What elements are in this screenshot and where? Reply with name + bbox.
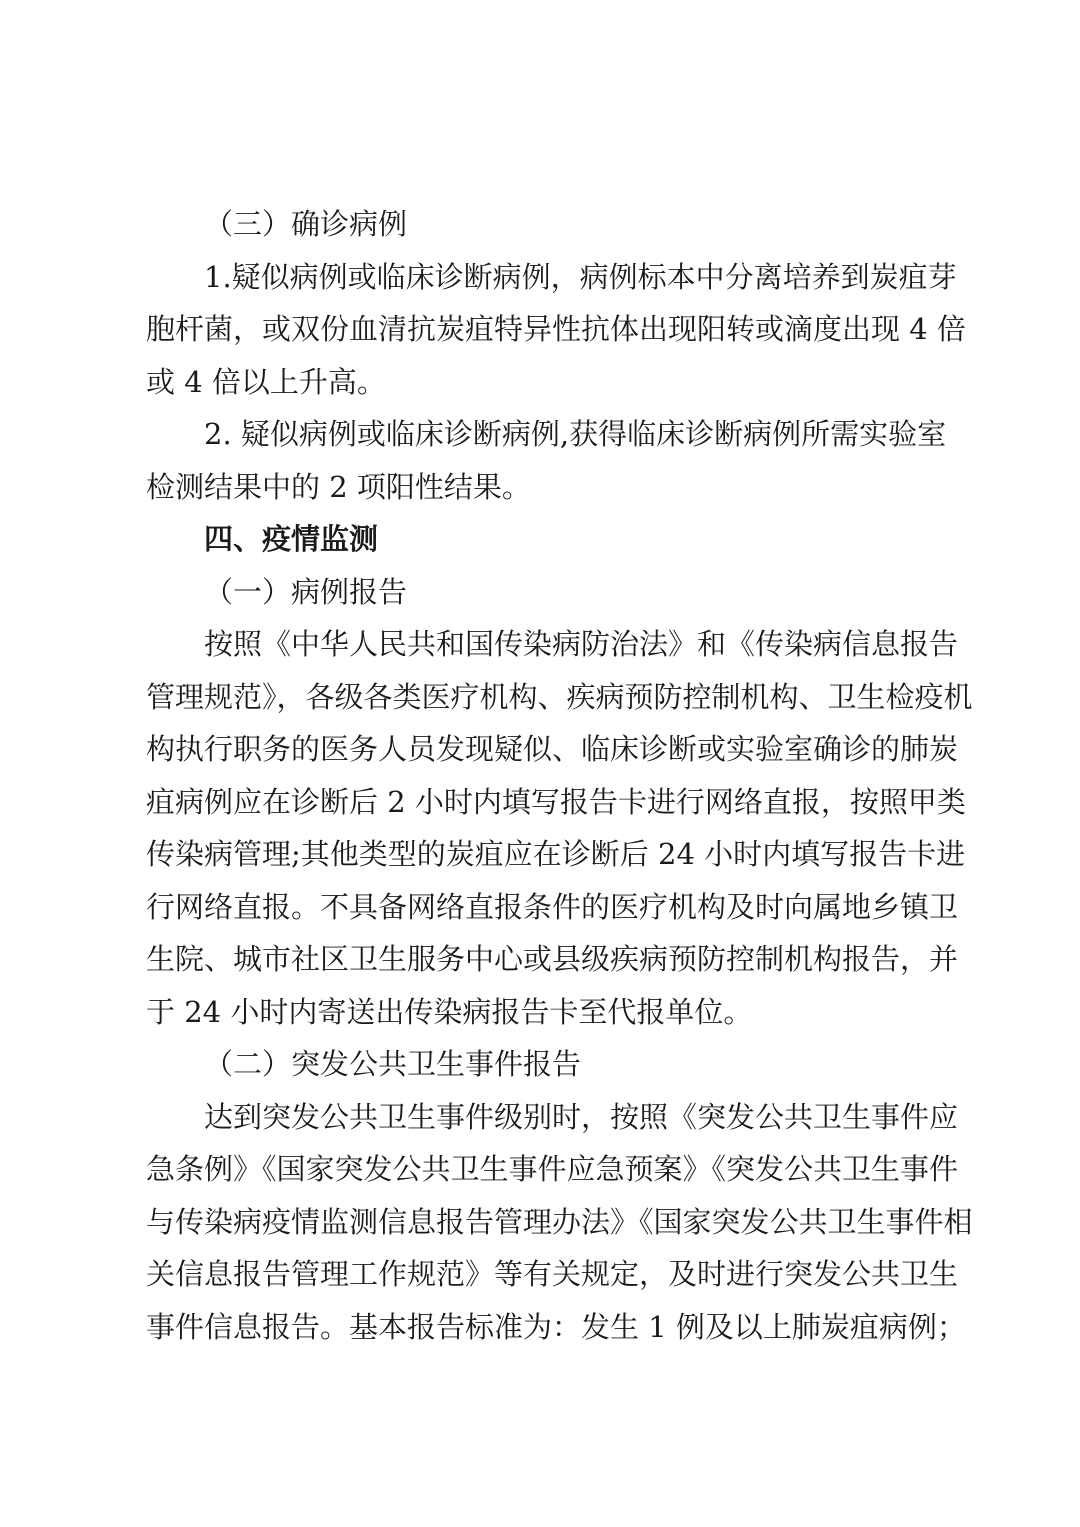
paragraph-line: 与传染病疫情监测信息报告管理办法》《国家突发公共卫生事件相 bbox=[146, 1204, 973, 1239]
paragraph-line: 事件信息报告。基本报告标准为：发生 1 例及以上肺炭疽病例； bbox=[146, 1309, 966, 1344]
paragraph-line: 达到突发公共卫生事件级别时，按照《突发公共卫生事件应 bbox=[204, 1099, 959, 1134]
paragraph-line: 检测结果中的 2 项阳性结果。 bbox=[146, 469, 531, 504]
paragraph-line: 1.疑似病例或临床诊断病例，病例标本中分离培养到炭疽芽 bbox=[204, 259, 957, 294]
paragraph-line: 传染病管理;其他类型的炭疽应在诊断后 24 小时内填写报告卡进 bbox=[146, 837, 966, 871]
paragraph-line: 2. 疑似病例或临床诊断病例,获得临床诊断病例所需实验室 bbox=[204, 417, 947, 451]
paragraph-line: 生院、城市社区卫生服务中心或县级疾病预防控制机构报告，并 bbox=[146, 942, 959, 976]
section-heading-confirmed-cases: （三）确诊病例 bbox=[204, 207, 408, 241]
document-body bbox=[146, 198, 973, 1353]
paragraph-line: 按照《中华人民共和国传染病防治法》和《传染病信息报告 bbox=[204, 627, 959, 661]
paragraph-line: 行网络直报。不具备网络直报条件的医疗机构及时向属地乡镇卫 bbox=[146, 889, 959, 924]
paragraph-line: 关信息报告管理工作规范》等有关规定，及时进行突发公共卫生 bbox=[146, 1257, 959, 1291]
paragraph-line: 急条例》《国家突发公共卫生事件应急预案》《突发公共卫生事件 bbox=[146, 1152, 959, 1186]
subsection-heading-emergency-report: （二）突发公共卫生事件报告 bbox=[204, 1047, 582, 1081]
paragraph-line: 疽病例应在诊断后 2 小时内填写报告卡进行网络直报，按照甲类 bbox=[146, 784, 966, 819]
paragraph-line: 构执行职务的医务人员发现疑似、临床诊断或实验室确诊的肺炭 bbox=[146, 732, 959, 766]
paragraph-line: 于 24 小时内寄送出传染病报告卡至代报单位。 bbox=[146, 994, 753, 1029]
paragraph-line: 或 4 倍以上升高。 bbox=[146, 364, 386, 399]
subsection-heading-case-report: （一）病例报告 bbox=[204, 574, 408, 609]
section-heading-epidemic-monitoring: 四、疫情监测 bbox=[204, 522, 379, 556]
paragraph-line: 管理规范》，各级各类医疗机构、疾病预防控制机构、卫生检疫机 bbox=[146, 679, 973, 714]
paragraph-line: 胞杆菌，或双份血清抗炭疽特异性抗体出现阳转或滴度出现 4 倍 bbox=[146, 312, 966, 346]
